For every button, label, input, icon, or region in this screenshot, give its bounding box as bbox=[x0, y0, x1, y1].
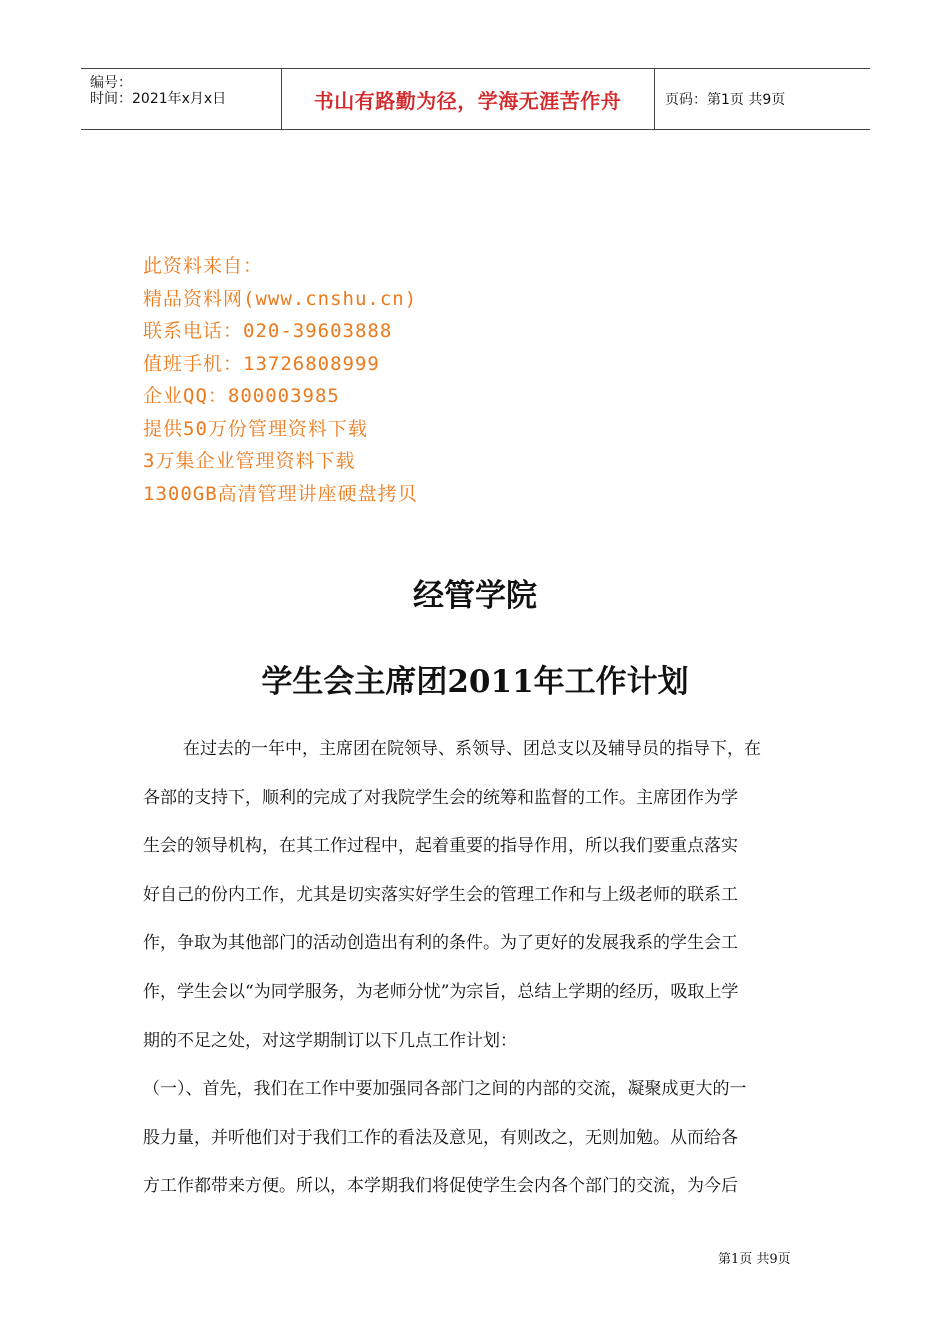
info-line: 联系电话：020-39603888 bbox=[143, 320, 393, 342]
info-line: 3万集企业管理资料下载 bbox=[143, 450, 356, 472]
info-line: 值班手机：13726808999 bbox=[143, 352, 380, 375]
footer-page-number: 第1页 共9页 bbox=[718, 1252, 791, 1267]
document-time-label: 时间：2021年x月x日 bbox=[90, 91, 227, 107]
paragraph-line: 好自己的份内工作，尤其是切实落实好学生会的管理工作和与上级老师的联系工 bbox=[143, 884, 738, 905]
document-number-label: 编号： bbox=[90, 75, 132, 91]
body-text bbox=[143, 732, 807, 1218]
motto-text: 书山有路勤为径，学海无涯苦作舟 bbox=[313, 88, 622, 113]
paragraph-line: （一）、首先，我们在工作中要加强同各部门之间的内部的交流，凝聚成更大的一 bbox=[143, 1079, 747, 1100]
paragraph-line: 作，学生会以“为同学服务，为老师分忧”为宗旨，总结上学期的经历，吸取上学 bbox=[143, 981, 739, 1002]
info-line: 企业QQ：800003985 bbox=[143, 385, 340, 407]
header-page-number: 页码：第1页 共9页 bbox=[665, 92, 786, 108]
info-line: 提供50万份管理资料下载 bbox=[143, 417, 368, 440]
paragraph-line: 作，争取为其他部门的活动创造出有利的条件。为了更好的发展我系的学生会工 bbox=[143, 933, 738, 954]
document-title: 经管学院 bbox=[413, 578, 537, 614]
paragraph-line: 方工作都带来方便。所以，本学期我们将促使学生会内各个部门的交流，为今后 bbox=[143, 1176, 738, 1197]
header-meta-cell bbox=[81, 69, 282, 129]
source-info-block bbox=[143, 250, 418, 510]
paragraph-line: 在过去的一年中，主席团在院领导、系领导、团总支以及辅导员的指导下，在 bbox=[183, 739, 761, 759]
paragraph-line: 生会的领导机构，在其工作过程中，起着重要的指导作用，所以我们要重点落实 bbox=[143, 836, 738, 857]
info-line: 此资料来自： bbox=[143, 255, 264, 277]
info-line: 精品资料网(www.cnshu.cn) bbox=[143, 287, 418, 310]
paragraph-line: 期的不足之处，对这学期制订以下几点工作计划： bbox=[143, 1030, 517, 1051]
page-header bbox=[81, 68, 870, 130]
document-subtitle: 学生会主席团2011年工作计划 bbox=[261, 664, 689, 700]
paragraph-line: 股力量，并听他们对于我们工作的看法及意见，有则改之，无则加勉。从而给各 bbox=[143, 1127, 738, 1148]
paragraph-line: 各部的支持下，顺利的完成了对我院学生会的统筹和监督的工作。主席团作为学 bbox=[143, 787, 738, 808]
info-line: 1300GB高清管理讲座硬盘拷贝 bbox=[143, 482, 418, 505]
header-page-cell bbox=[655, 69, 870, 129]
header-motto-cell bbox=[281, 69, 655, 129]
